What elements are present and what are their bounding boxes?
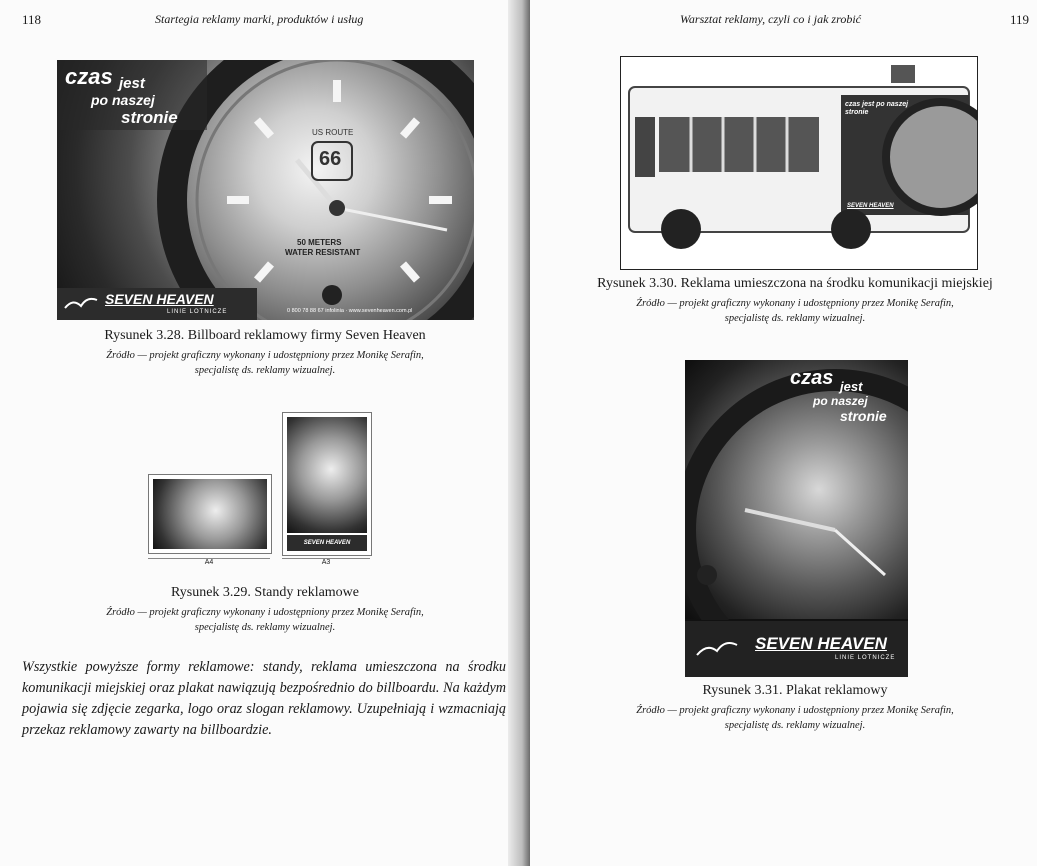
stand-a3 — [282, 412, 372, 556]
label-a4: A4 — [148, 558, 270, 566]
billboard-image — [57, 60, 474, 320]
poster-slogan-czas: czas — [790, 367, 834, 389]
caption-3-28: Rysunek 3.28. Billboard reklamowy firmy Seven Heaven — [104, 328, 426, 343]
dial-water-text: WATER RESISTANT — [285, 248, 361, 257]
poster-slogan-jest: jest — [840, 379, 863, 394]
source-3-31-line2: specjalistę ds. reklamy wizualnej. — [724, 720, 866, 731]
source-3-31-line1: Źródło — projekt graficzny wykonany i udostępniony przez Monikę Serafin, — [636, 705, 954, 716]
poster-brand-sub: LINIE LOTNICZE — [835, 655, 896, 661]
body-paragraph: Wszystkie powyższe formy reklamowe: standy, reklama umieszczona na środku komunikacji miejskiej oraz plakat nawiązują bezpośrednio do billboardu. Na każdym pojawia się zdjęcie zegarka, logo oraz slogan reklamowy. Uzupełniają i wzmacniają przekaz reklamowy zawarty na billboardzie. — [22, 659, 506, 738]
poster-brand: SEVEN HEAVEN — [755, 634, 887, 653]
slogan-stronie: stronie — [121, 108, 178, 127]
slogan-jest: jest — [119, 75, 145, 92]
running-head-left: Startegia reklamy marki, produktów i usług — [155, 12, 364, 26]
poster-image — [685, 360, 908, 677]
stand-a3-brand: SEVEN HEAVEN — [287, 535, 367, 551]
bus-slogan: czas jest po naszej stronie — [845, 101, 909, 116]
source-3-29-line2: specjalistę ds. reklamy wizualnej. — [194, 622, 336, 633]
source-3-28-line2: specjalistę ds. reklamy wizualnej. — [194, 365, 336, 376]
dial-66-text: 66 — [319, 148, 342, 170]
poster-slogan-po-naszej: po naszej — [813, 394, 868, 408]
bus-graphic — [621, 57, 977, 269]
source-3-29-line1: Źródło — projekt graficzny wykonany i udostępniony przez Monikę Serafin, — [106, 607, 424, 618]
caption-3-30: Rysunek 3.30. Reklama umieszczona na środku komunikacji miejskiej — [597, 276, 993, 291]
bird-logo-icon — [63, 294, 99, 314]
billboard-logo-strip — [57, 288, 257, 320]
caption-3-31: Rysunek 3.31. Plakat reklamowy — [702, 683, 888, 698]
right-page — [530, 0, 1037, 866]
caption-3-29: Rysunek 3.29. Standy reklamowe — [170, 585, 360, 600]
slogan-po-naszej: po naszej — [91, 92, 155, 108]
billboard-brand: SEVEN HEAVEN — [105, 291, 214, 307]
poster-watch-graphic — [685, 360, 908, 620]
billboard-brand-sub: LINIE LOTNICZE — [167, 309, 228, 315]
dial-meters-text: 50 METERS — [297, 238, 342, 247]
poster-bird-logo-icon — [695, 637, 739, 661]
running-head-right: Warsztat reklamy, czyli co i jak zrobić — [680, 12, 861, 26]
bus-brand: SEVEN HEAVEN — [847, 203, 894, 209]
dial-route-text: US ROUTE — [312, 128, 354, 137]
slogan-czas: czas — [65, 64, 113, 89]
billboard-contact: 0 800 78 88 67 infolinia · www.sevenheaven.com.pl — [287, 308, 413, 314]
bus-image — [620, 56, 978, 270]
poster-slogan-stronie: stronie — [840, 408, 887, 424]
source-3-30-line1: Źródło — projekt graficzny wykonany i udostępniony przez Monikę Serafin, — [636, 298, 954, 309]
page-number-right: 119 — [1010, 12, 1030, 27]
source-3-30-line2: specjalistę ds. reklamy wizualnej. — [724, 313, 866, 324]
stands-image — [140, 412, 380, 572]
stand-a4 — [148, 474, 272, 554]
poster-logo-strip — [685, 621, 908, 677]
label-a3: A3 — [282, 558, 370, 566]
source-3-28-line1: Źródło — projekt graficzny wykonany i udostępniony przez Monikę Serafin, — [106, 350, 424, 361]
page-number-left: 118 — [22, 12, 42, 27]
